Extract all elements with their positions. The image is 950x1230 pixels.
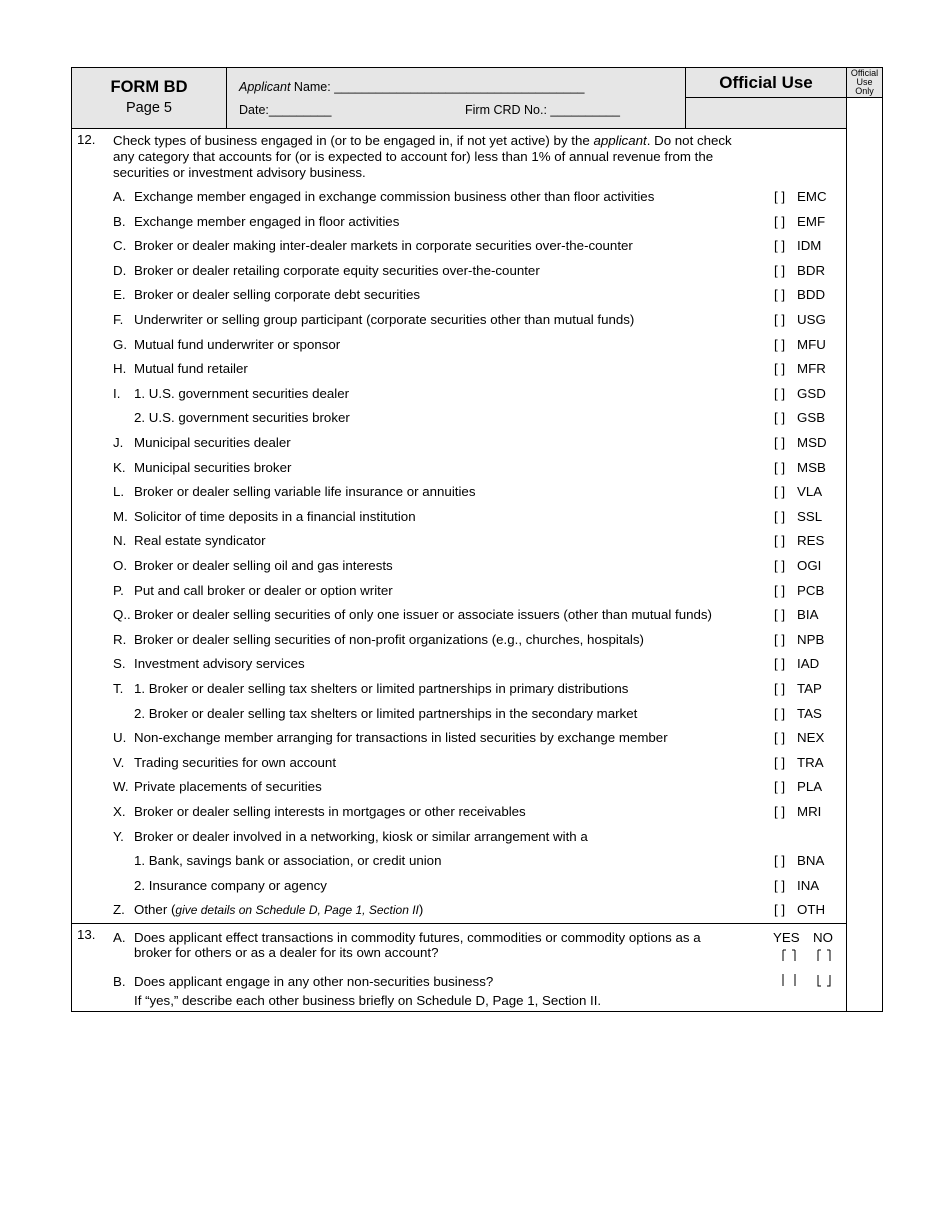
official-use-only-label [847,69,882,96]
item-text: Trading securities for own account [134,755,337,770]
item-checkbox[interactable]: [ ] [774,533,786,548]
item-text: 2. U.S. government securities broker [134,410,350,425]
item-text: Municipal securities broker [134,460,292,475]
item-code: RES [797,533,825,548]
q13-a-yes-checkbox[interactable] [780,949,798,963]
item-letter: D. [113,263,127,278]
item-text: Private placements of securities [134,779,322,794]
item-text: Exchange member engaged in floor activities [134,214,400,229]
q13-b-line1: Does applicant engage in any other non-securities business? [134,974,494,989]
item-text: 1. Bank, savings bank or association, or credit union [134,853,442,868]
item-code: BDD [797,287,826,302]
item-code: SSL [797,509,823,524]
q12-item [113,852,848,870]
item-letter: Q.. [113,607,131,622]
item-letter: Y. [113,829,124,844]
official-use-divider [685,97,847,98]
item-checkbox[interactable]: [ ] [774,312,786,327]
item-letter: A. [113,189,126,204]
item-text: Underwriter or selling group participant (corporate securities other than mutual funds) [134,312,635,327]
item-text: Broker or dealer selling variable life insurance or annuities [134,484,476,499]
item-letter: V. [113,755,125,770]
item-letter: T. [113,681,124,696]
item-code: MSD [797,435,827,450]
item-text: Exchange member engaged in exchange commission business other than floor activities [134,189,655,204]
item-letter: G. [113,337,128,352]
q12-item-z [113,901,848,919]
item-checkbox[interactable]: [ ] [774,681,786,696]
item-code: BDR [797,263,826,278]
item-checkbox[interactable]: [ ] [774,902,786,917]
item-text: Investment advisory services [134,656,305,671]
item-checkbox[interactable]: [ ] [774,607,786,622]
item-code: PLA [797,779,823,794]
item-letter: B. [113,214,126,229]
item-code: IDM [797,238,822,253]
item-text: Broker or dealer selling securities of non-profit organizations (e.g., churches, hospitals) [134,632,644,647]
q12-intro-line3: securities or investment advisory business. [113,165,366,180]
item-checkbox[interactable]: [ ] [774,214,786,229]
q12-intro-text-a: Check types of business engaged in (or to be engaged in, if not yet active) by the [113,133,594,148]
item-letter: P. [113,583,124,598]
item-text: Mutual fund retailer [134,361,248,376]
item-checkbox[interactable]: [ ] [774,583,786,598]
q12-intro-italic: applicant [593,133,647,148]
item-code: BIA [797,607,819,622]
item-letter: X. [113,804,126,819]
item-code: OTH [797,902,826,917]
q13-a-no-checkbox[interactable] [815,949,833,963]
page-number: Page 5 [126,100,172,116]
item-text: Broker or dealer retailing corporate equity securities over-the-counter [134,263,540,278]
q12-item [113,213,848,231]
item-code: PCB [797,583,825,598]
q12-item [113,508,848,526]
item-checkbox[interactable]: [ ] [774,804,786,819]
item-text: 1. U.S. government securities dealer [134,386,350,401]
q13-a-line2: broker for others or as a dealer for its own account? [134,945,439,960]
q12-number: 12. [77,132,96,147]
item-letter: N. [113,533,127,548]
q12-item [113,680,848,698]
item-letter: F. [113,312,124,327]
official-use-title: Official Use [719,73,813,92]
q12-item [113,705,848,723]
no-header: NO [813,930,833,945]
item-text: Non-exchange member arranging for transactions in listed securities by exchange member [134,730,668,745]
item-checkbox[interactable]: [ ] [774,632,786,647]
item-checkbox[interactable]: [ ] [774,386,786,401]
item-checkbox[interactable]: [ ] [774,361,786,376]
use-word: Use [856,77,873,87]
q12-item [113,557,848,575]
item-text: 2. Insurance company or agency [134,878,327,893]
item-text: Mutual fund underwriter or sponsor [134,337,341,352]
frame-top [71,67,883,68]
q12-item [113,582,848,600]
item-letter: W. [113,779,129,794]
q12-item [113,434,848,452]
item-letter: H. [113,361,127,376]
q13-b-letter: B. [113,974,126,989]
form-title: FORM BD [110,78,188,96]
item-text: Real estate syndicator [134,533,266,548]
item-code: INA [797,878,820,893]
q12-item [113,360,848,378]
item-text: Broker or dealer selling interests in mortgages or other receivables [134,804,526,819]
yes-header: YES [773,930,800,945]
item-code: MRI [797,804,822,819]
item-text: Broker or dealer selling corporate debt securities [134,287,421,302]
q12-item [113,729,848,747]
item-text: 2. Broker or dealer selling tax shelters or limited partnerships in the secondary market [134,706,638,721]
frame-right [882,67,883,1012]
item-checkbox[interactable]: [ ] [774,238,786,253]
q12-item [113,631,848,649]
item-code: MSB [797,460,826,475]
item-checkbox[interactable]: [ ] [774,337,786,352]
item-code: USG [797,312,826,327]
q13-a-line1: Does applicant effect transactions in commodity futures, commodities or commodity options as a [134,930,701,945]
item-z-italic: give details on Schedule D, Page 1, Section II [175,903,419,917]
q13-a-letter: A. [113,930,126,945]
q12-intro-line2: any category that accounts for (or is expected to account for) less than 1% of annual revenue from the [113,149,714,164]
item-text: Broker or dealer selling oil and gas interests [134,558,393,573]
item-code: TRA [797,755,824,770]
firm-crd-field[interactable]: Firm CRD No.: __________ [465,103,620,117]
q12-item [113,188,848,206]
q12-item [113,409,848,427]
official-only-divider [847,97,883,98]
q13-b-line2: If “yes,” describe each other business briefly on Schedule D, Page 1, Section II. [134,993,602,1008]
item-checkbox[interactable]: [ ] [774,779,786,794]
item-letter: S. [113,656,126,671]
q12-intro-line1 [113,133,732,149]
item-checkbox[interactable]: [ ] [774,484,786,499]
item-code: MFU [797,337,826,352]
item-letter: M. [113,509,128,524]
item-code: IAD [797,656,820,671]
item-checkbox[interactable]: [ ] [774,558,786,573]
item-text: Broker or dealer involved in a networking, kiosk or similar arrangement with a [134,829,588,844]
item-letter: E. [113,287,126,302]
item-code: MFR [797,361,826,376]
q12-item [113,385,848,403]
date-field[interactable]: Date:_________ [239,103,332,117]
official-word: Official [850,68,879,78]
q12-item [113,778,848,796]
q13-number: 13. [77,927,96,942]
q12-item [113,262,848,280]
item-checkbox[interactable]: [ ] [774,730,786,745]
item-letter: U. [113,730,127,745]
item-letter: C. [113,238,127,253]
item-code: GSB [797,410,826,425]
item-letter: I. [113,386,121,401]
q12-item [113,286,848,304]
header-bottom-rule [71,128,847,129]
only-word: Only [855,86,874,96]
item-checkbox[interactable]: [ ] [774,435,786,450]
item-checkbox[interactable]: [ ] [774,853,786,868]
item-checkbox[interactable]: [ ] [774,509,786,524]
header-divider-1 [226,67,227,128]
item-code: EMC [797,189,827,204]
item-checkbox[interactable]: [ ] [774,460,786,475]
applicant-label: Applicant [239,80,291,94]
applicant-name-field[interactable] [239,79,584,95]
q12-item [113,483,848,501]
item-text: Solicitor of time deposits in a financial institution [134,509,416,524]
q12-item [113,655,848,673]
item-code: OGI [797,558,822,573]
item-text: Municipal securities dealer [134,435,291,450]
item-text: Put and call broker or dealer or option writer [134,583,393,598]
q12-item [113,336,848,354]
q12-item [113,606,848,624]
item-checkbox[interactable]: [ ] [774,287,786,302]
item-code: TAS [797,706,822,721]
item-text: Broker or dealer making inter-dealer markets in corporate securities over-the-counter [134,238,633,253]
item-code: BNA [797,853,825,868]
item-letter: O. [113,558,128,573]
q12-item [113,532,848,550]
item-z-text-b: ) [418,902,424,917]
frame-bottom [71,1011,883,1012]
item-letter: L. [113,484,125,499]
item-checkbox[interactable]: [ ] [774,189,786,204]
item-text: 1. Broker or dealer selling tax shelters or limited partnerships in primary distributions [134,681,629,696]
item-checkbox[interactable]: [ ] [774,755,786,770]
item-letter: J. [113,435,124,450]
item-letter: R. [113,632,127,647]
q12-item [113,803,848,821]
q12-item [113,237,848,255]
item-code: EMF [797,214,826,229]
item-text: Broker or dealer selling securities of only one issuer or associate issuers (other than mutual funds) [134,607,712,622]
item-code: NPB [797,632,825,647]
q13-separator [71,923,847,924]
q12-item [113,828,848,846]
q12-item [113,311,848,329]
item-code: VLA [797,484,823,499]
item-code: NEX [797,730,825,745]
item-code: TAP [797,681,822,696]
q12-item [113,754,848,772]
item-checkbox[interactable]: [ ] [774,410,786,425]
q12-item [113,459,848,477]
item-checkbox[interactable]: [ ] [774,878,786,893]
item-checkbox[interactable]: [ ] [774,706,786,721]
q12-item [113,877,848,895]
item-checkbox[interactable]: [ ] [774,263,786,278]
item-z-text-a: Other ( [134,902,176,917]
q13-b-yes-checkbox[interactable] [780,973,798,988]
q12-intro-text-b: . Do not check [646,133,732,148]
applicant-name-line: Name: ____________________________________ [290,80,585,94]
item-checkbox[interactable]: [ ] [774,656,786,671]
item-text [134,901,423,919]
item-letter: Z. [113,902,125,917]
q13-b-no-checkbox[interactable] [815,973,833,988]
frame-left [71,67,72,1012]
item-code: GSD [797,386,826,401]
item-letter: K. [113,460,126,475]
